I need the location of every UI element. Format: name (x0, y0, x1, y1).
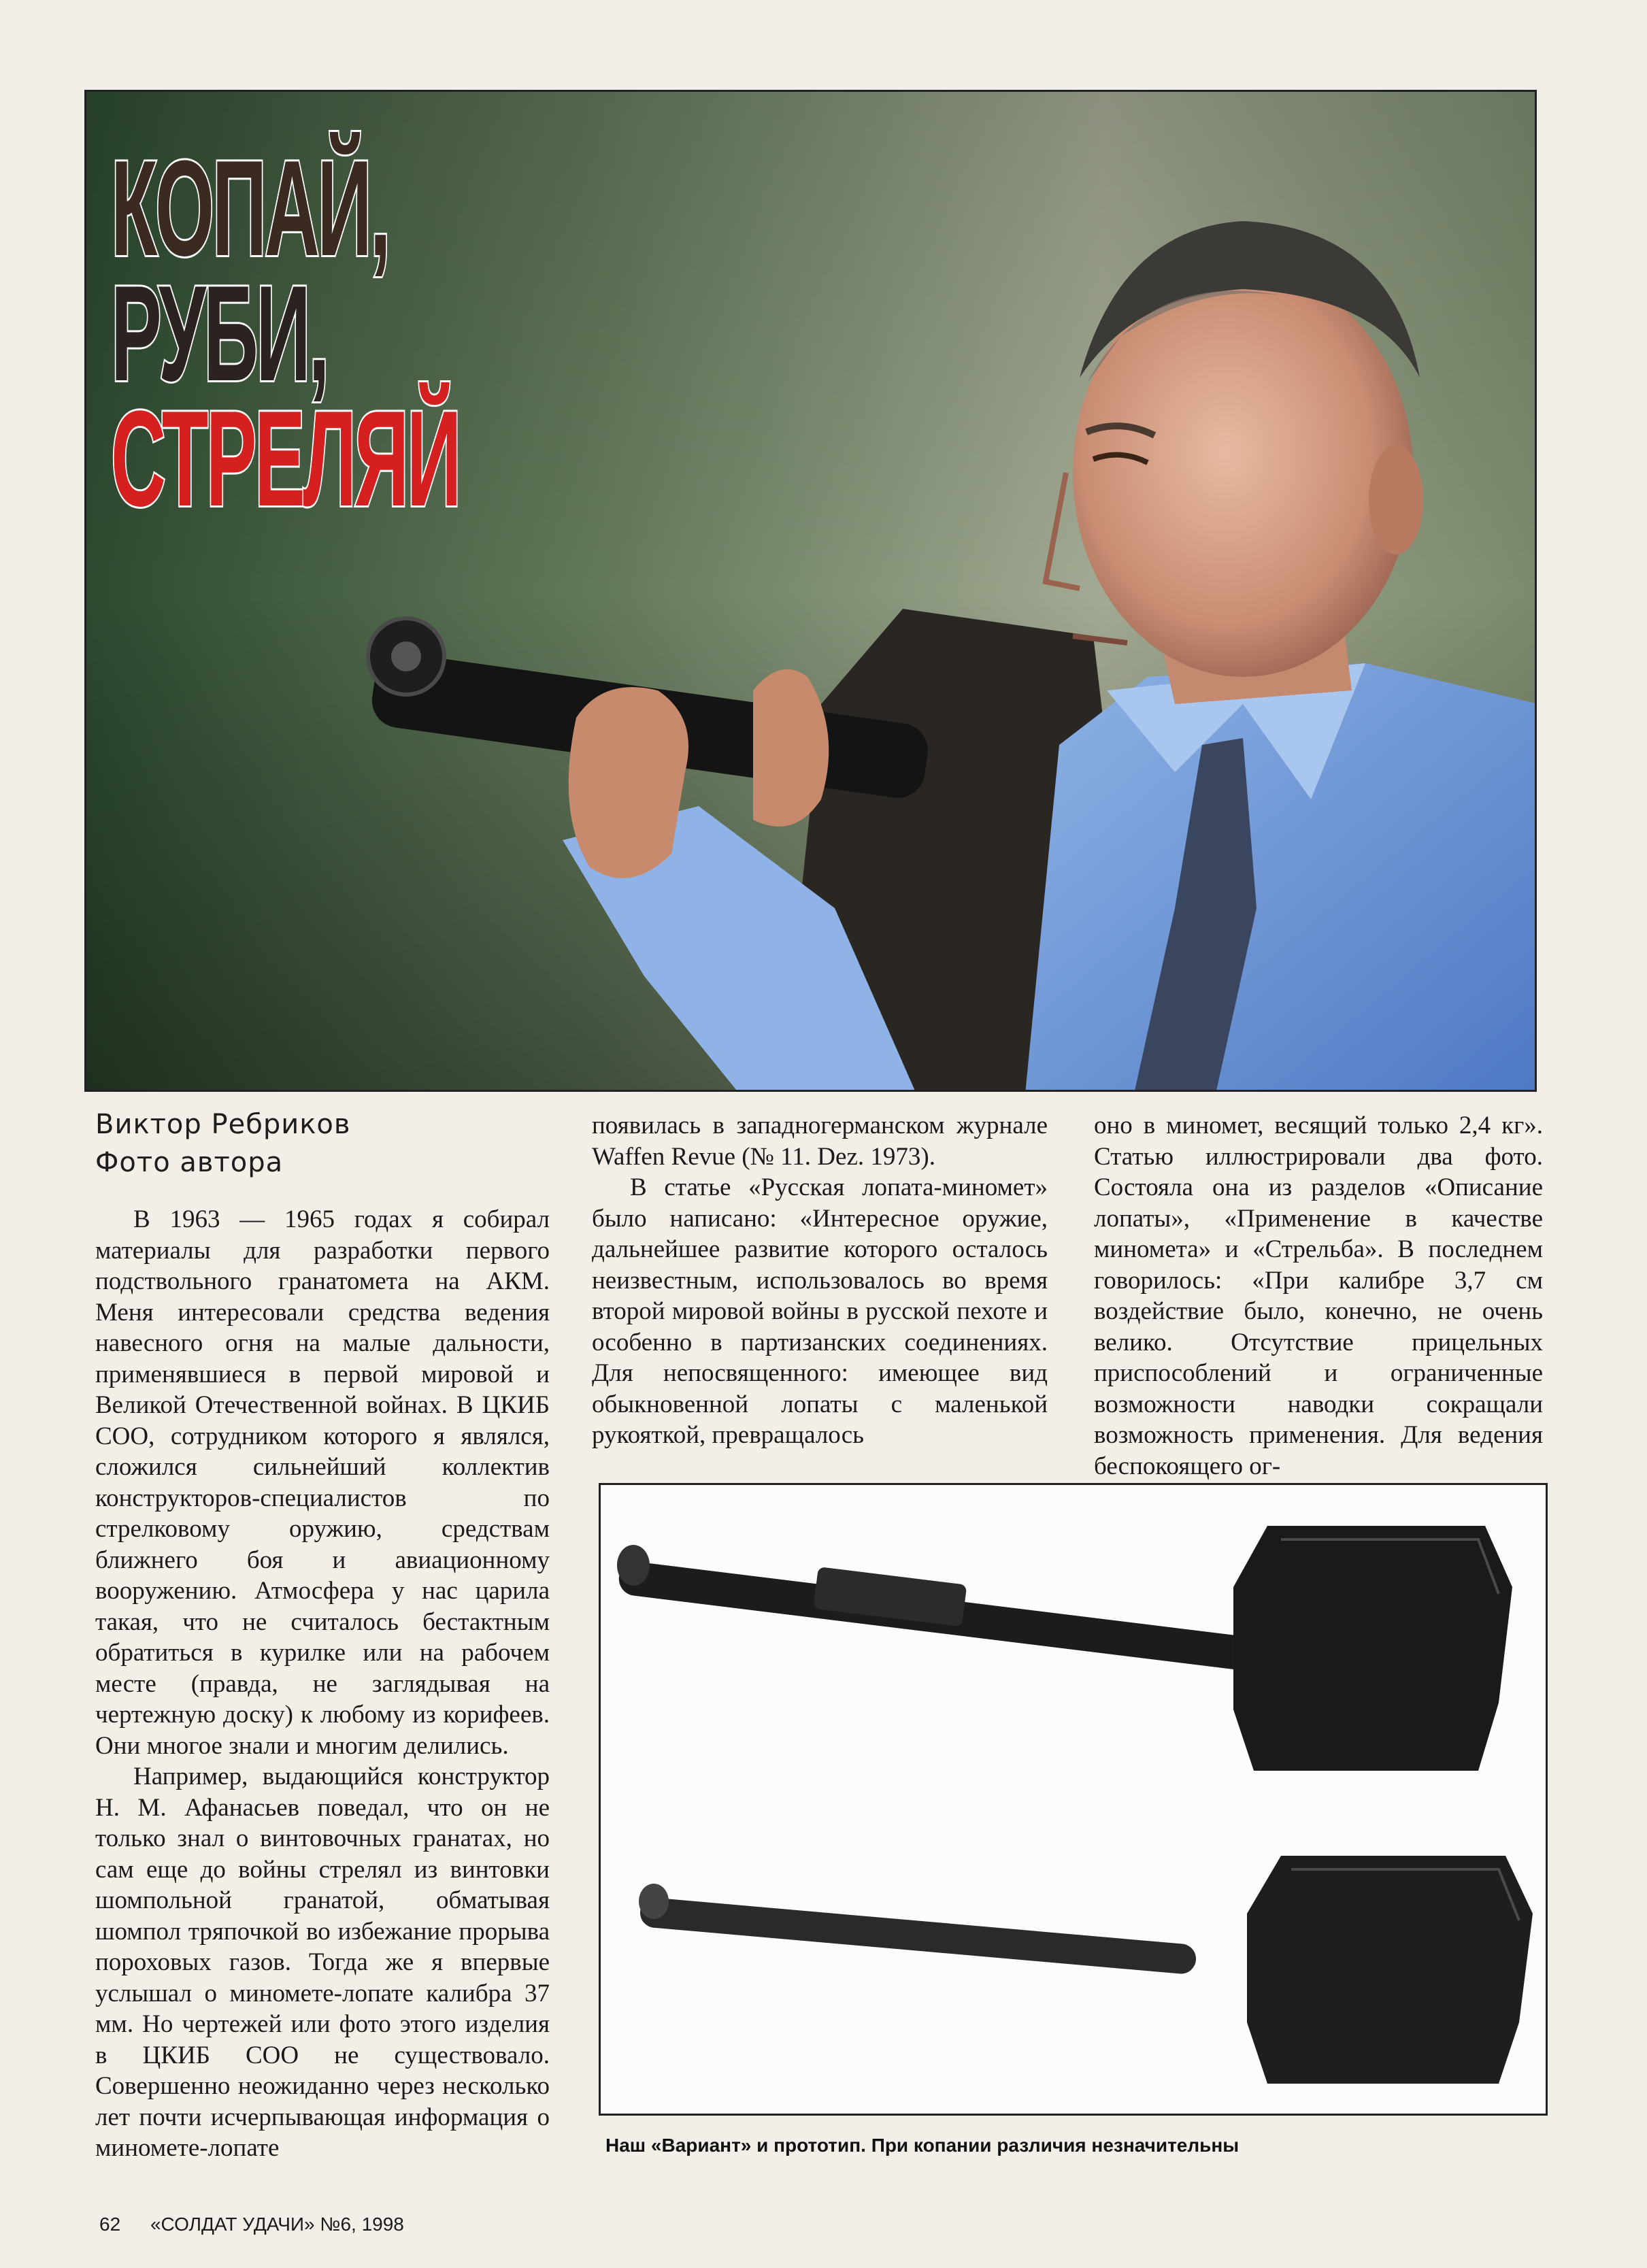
paragraph: В статье «Русская лопата-миномет» было написано: «Интересное оружие, дальнейшее развитие которого осталось неизвестным, использовалось во время второй мировой войны в русской пехоте и особенно в партизанских соединениях. Для непосвященного: имеющее вид обыкновенной лопаты с маленькой рукояткой, превращалось (592, 1173, 1048, 1449)
headline-line-3: СТРЕЛЯЙ (111, 383, 459, 535)
paragraph: Например, выдающийся конструктор Н. М. Афанасьев поведал, что он не только знал о винтовочных гранатах, но сам еще до войны стрелял из винтовки шомпольной гранатой, обматывая шомпол тряпочкой во избежание прорыва пороховых газов. Тогда же я впервые услышал о миномете-лопате калибра 37 мм. Но чертежей или фото этого изделия в ЦКИБ СОО не существовало. Совершенно неожиданно через несколько лет почти исчерпывающая информация о миномете-лопате (95, 1763, 550, 2162)
magazine-issue: «СОЛДАТ УДАЧИ» №6, 1998 (150, 2214, 404, 2235)
paragraph: оно в миномет, весящий только 2,4 кг». Статью иллюстрировали два фото. Состояла она из разделов «Описание лопаты», «Применение в качестве миномета» и «Стрельба». В последнем говорилось: «При калибре 3,7 см воздействие было, конечно, не очень велико. Отсутствие прицельных приспособлений и ограниченные возможности наводки сокращали возможность применения. Для ведения беспокоящего ог- (1094, 1112, 1543, 1480)
shovels-photo (599, 1483, 1548, 2116)
page-number: 62 (99, 2214, 121, 2235)
article-column-2 (592, 1110, 1048, 1451)
article-column-3 (1094, 1110, 1543, 1482)
author-name: Виктор Ребриков (95, 1109, 351, 1140)
byline (95, 1105, 350, 1182)
photo-caption: Наш «Вариант» и прототип. При копании различия незначительны (605, 2135, 1240, 2156)
shovel-mortar-illustration (601, 1485, 1548, 2116)
main-photo (84, 90, 1537, 1092)
headline-line-1: КОПАЙ, (111, 133, 389, 284)
page-footer (99, 2214, 404, 2235)
paragraph: появилась в западногерманском журнале Waffen Revue (№ 11. Dez. 1973). (592, 1112, 1048, 1171)
headline (111, 133, 459, 535)
headline-line-2: РУБИ, (111, 258, 328, 410)
article-column-1 (95, 1204, 550, 2164)
paragraph: В 1963 — 1965 годах я собирал материалы для разработки первого подствольного гранатомета на АКМ. Меня интересовали средства ведения навесного огня на малые дальности, применявшиеся в первой мировой и Великой Отечественной войнах. В ЦКИБ СОО, сотрудником которого я являлся, сложился сильнейший коллектив конструкторов-специалистов по стрелковому оружию, средствам ближнего боя и авиационному вооружению. Атмосфера у нас царила такая, что не считалось бестактным обратиться в курилке или на рабочем месте (правда, не заглядывая на чертежную доску) к любому из корифеев. Они многое знали и многим делились. (95, 1205, 550, 1760)
photo-credit: Фото автора (95, 1147, 284, 1178)
